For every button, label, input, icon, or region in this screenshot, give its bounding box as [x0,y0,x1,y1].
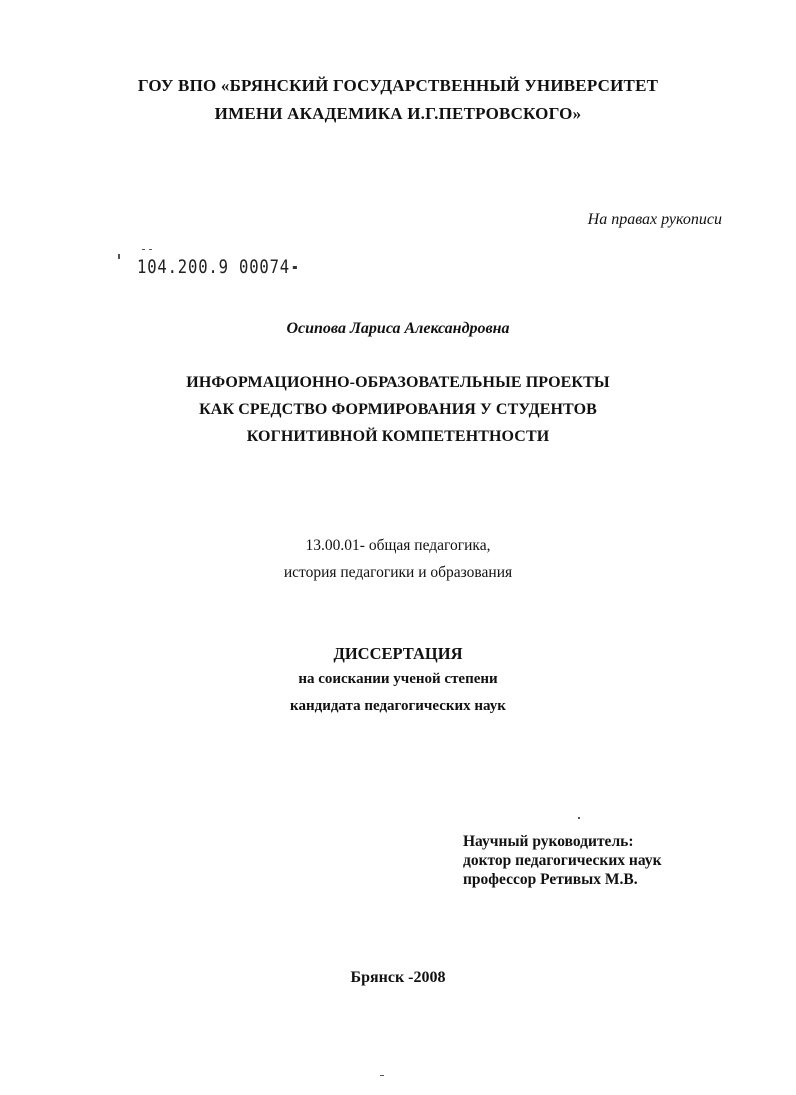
city-year: Брянск -2008 [350,969,446,986]
degree-line-2: кандидата педагогических наук [290,698,506,714]
degree-line-1: на соискании ученой степени [298,671,498,687]
title-line-2: КАК СРЕДСТВО ФОРМИРОВАНИЯ У СТУДЕНТОВ [199,401,597,418]
specialty-line-2: история педагогики и образования [283,564,513,581]
archive-stamp [137,256,297,278]
stamp-number: 104.200.9 00074 [137,256,291,278]
author-name: Осипова Лариса Александровна [286,320,510,337]
supervisor-label: Научный руководитель: [463,833,634,850]
scan-speck [142,249,145,250]
institution-line-2: ИМЕНИ АКАДЕМИКА И.Г.ПЕТРОВСКОГО» [214,104,582,123]
scan-speck [118,254,120,259]
stamp-mark [292,266,296,269]
supervisor-name: профессор Ретивых М.В. [463,871,638,888]
scan-speck [380,1075,384,1076]
title-line-1: ИНФОРМАЦИОННО-ОБРАЗОВАТЕЛЬНЫЕ ПРОЕКТЫ [186,374,610,391]
scan-speck [149,249,152,250]
scan-speck [578,817,580,819]
specialty-line-1: 13.00.01- общая педагогика, [305,537,491,554]
manuscript-note: На правах рукописи [587,211,722,228]
institution-line-1: ГОУ ВПО «БРЯНСКИЙ ГОСУДАРСТВЕННЫЙ УНИВЕРСИТЕТ [137,76,659,95]
title-line-3: КОГНИТИВНОЙ КОМПЕТЕНТНОСТИ [246,428,550,445]
supervisor-degree: доктор педагогических наук [463,852,662,869]
dissertation-heading: ДИССЕРТАЦИЯ [333,644,463,663]
